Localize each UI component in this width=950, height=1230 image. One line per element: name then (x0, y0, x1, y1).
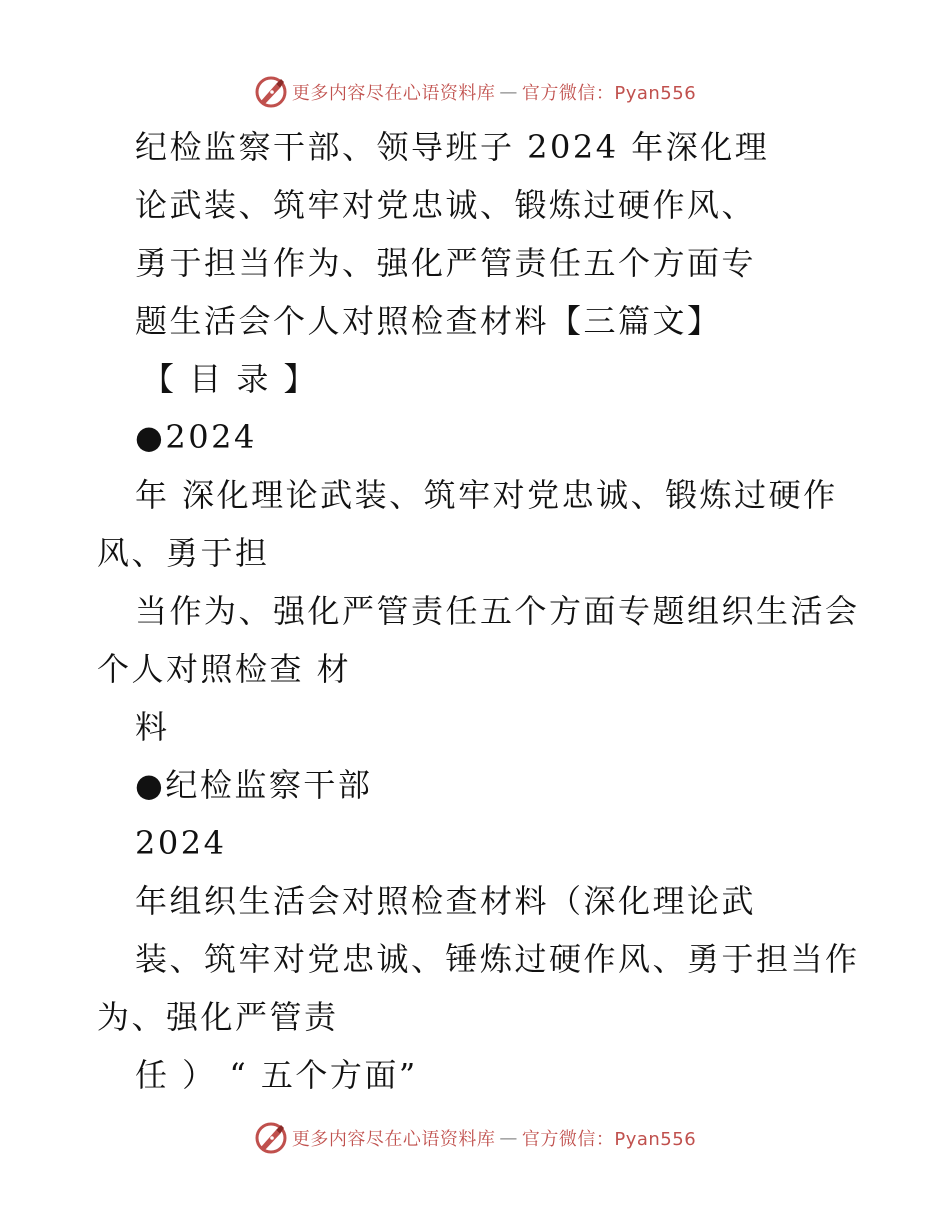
toc-item-1-line-2: 风、勇于担 (97, 534, 270, 572)
banner-dash: — (499, 81, 518, 103)
toc-item-1-year-text: 2024 (165, 418, 257, 456)
bullet-icon: ● (135, 418, 166, 456)
toc-item-2-line-5: 任 ） “ 五个方面” (135, 1056, 418, 1094)
toc-item-1-line-3: 当作为、强化严管责任五个方面专题组织生活会 (135, 592, 860, 630)
toc-item-1-line-1: 年 深化理论武装、筑牢对党忠诚、锻炼过硬作 (135, 476, 838, 514)
banner-site-text: 更多内容尽在心语资料库 (291, 1129, 496, 1150)
toc-item-2-year: 2024 (135, 824, 227, 862)
title-line-2: 论武装、筑牢对党忠诚、锻炼过硬作风、 (135, 186, 757, 224)
title-line-4: 题生活会个人对照检查材料【三篇文】 (135, 302, 722, 340)
banner-contact-text: 官方微信：Pyan556 (521, 1129, 697, 1150)
toc-item-1-line-4: 个人对照检查 材 (97, 650, 352, 688)
banner-dash: — (499, 1127, 518, 1149)
toc-item-2-line-3: 装、筑牢对党忠诚、锤炼过硬作风、勇于担当作 (135, 940, 860, 978)
pen-nib-logo-icon (254, 1121, 288, 1155)
pen-nib-logo-icon (254, 75, 288, 109)
toc-heading: 【 目 录 】 (142, 360, 319, 398)
toc-item-2-line-2: 年组织生活会对照检查材料（深化理论武 (135, 882, 757, 920)
header-banner (0, 72, 950, 112)
footer-banner (0, 1118, 950, 1158)
banner-contact-text: 官方微信：Pyan556 (521, 83, 697, 104)
toc-item-2-line-1 (135, 765, 950, 805)
toc-item-1-line-5: 料 (135, 708, 170, 746)
toc-item-2-line-4: 为、强化严管责 (97, 998, 339, 1036)
title-line-1: 纪检监察干部、领导班子 2024 年深化理 (135, 128, 770, 166)
bullet-icon: ● (135, 766, 166, 804)
toc-item-1-year (135, 417, 950, 457)
toc-item-2-line-1-text: 纪检监察干部 (165, 766, 373, 804)
title-line-3: 勇于担当作为、强化严管责任五个方面专 (135, 244, 757, 282)
banner-site-text: 更多内容尽在心语资料库 (291, 83, 496, 104)
